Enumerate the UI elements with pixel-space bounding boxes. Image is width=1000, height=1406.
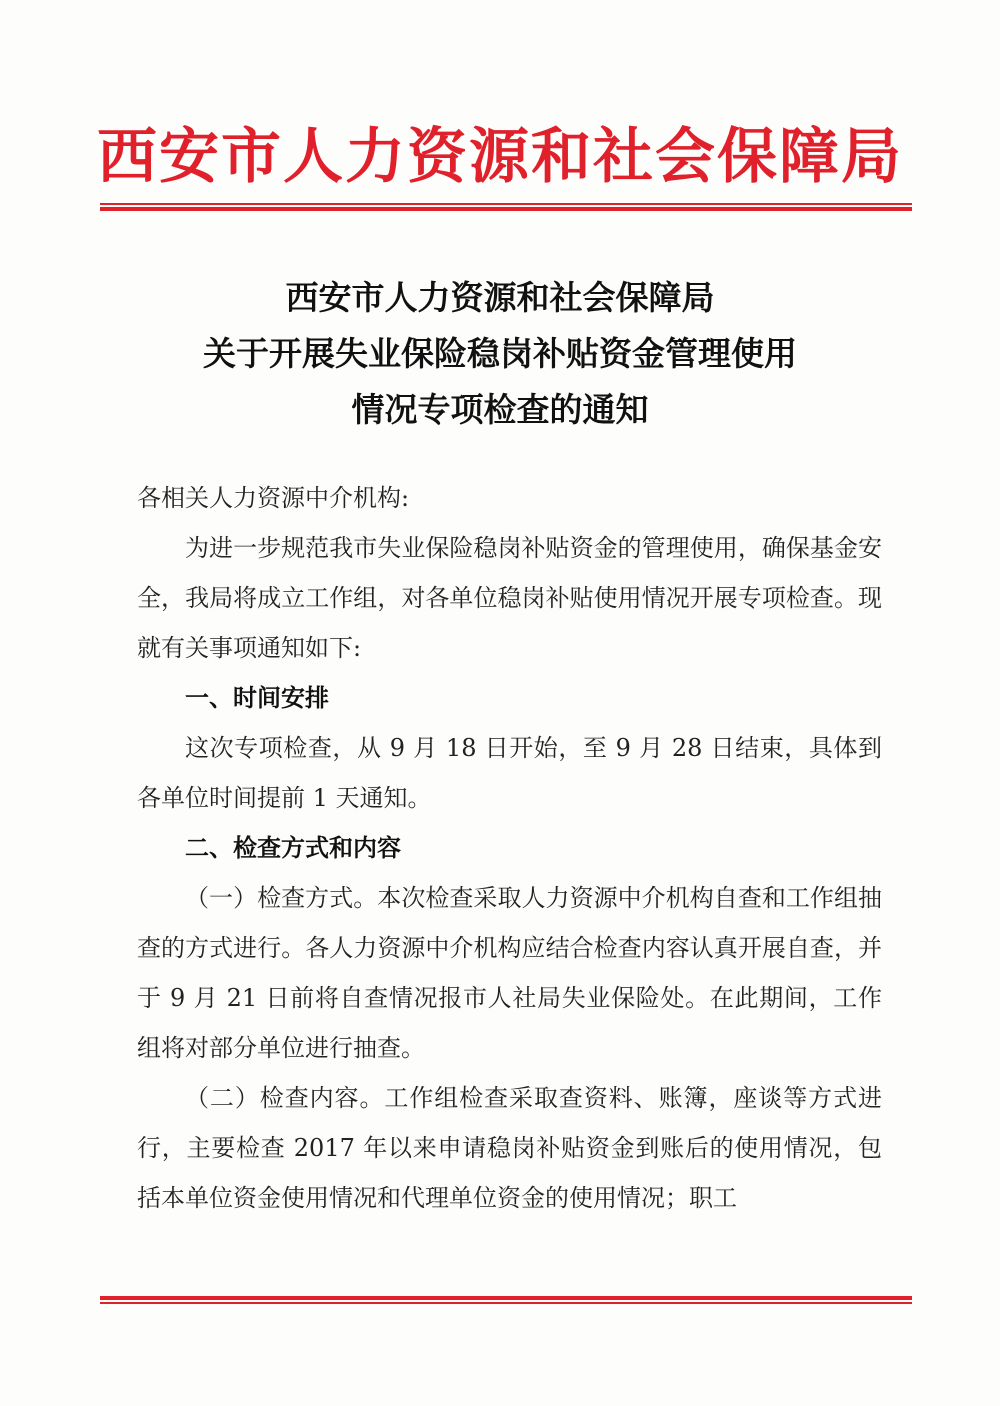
- footer-red-rule: [100, 1296, 912, 1305]
- section-2-item-2: （二）检查内容。工作组检查采取查资料、账簿，座谈等方式进行，主要检查 2017 年以来申请稳岗补贴资金到账后的使用情况，包括本单位资金使用情况和代理单位资金的使用情况；职工: [137, 1084, 882, 1212]
- footer-rule-thin-line: [100, 1302, 912, 1304]
- intro-paragraph: 为进一步规范我市失业保险稳岗补贴资金的管理使用，确保基金安全，我局将成立工作组，对各单位稳岗补贴使用情况开展专项检查。现就有关事项通知如下:: [137, 534, 882, 662]
- salutation: 各相关人力资源中介机构:: [137, 484, 410, 512]
- letterhead-red-rule: [100, 203, 912, 212]
- letterhead-title: 西安市人力资源和社会保障局: [97, 122, 903, 192]
- document-title: [0, 270, 1000, 438]
- footer-rule-thick-line: [100, 1296, 912, 1300]
- section-2-item-1: （一）检查方式。本次检查采取人力资源中介机构自查和工作组抽查的方式进行。各人力资源中介机构应结合检查内容认真开展自查，并于 9 月 21 日前将自查情况报市人社局失业保险处。在此期间，工作组将对部分单位进行抽查。: [137, 884, 882, 1062]
- section-1-heading: 一、时间安排: [185, 684, 329, 712]
- section-2-heading: 二、检查方式和内容: [185, 834, 401, 862]
- title-line-1: 西安市人力资源和社会保障局: [285, 278, 715, 317]
- title-line-3: 情况专项检查的通知: [351, 390, 649, 429]
- title-line-2: 关于开展失业保险稳岗补贴资金管理使用: [203, 334, 797, 373]
- red-rule-thick-line: [100, 207, 912, 211]
- section-1-paragraph: 这次专项检查，从 9 月 18 日开始，至 9 月 28 日结束，具体到各单位时间提前 1 天通知。: [137, 734, 882, 812]
- document-body: [137, 473, 882, 1223]
- red-rule-thin-line: [100, 203, 912, 205]
